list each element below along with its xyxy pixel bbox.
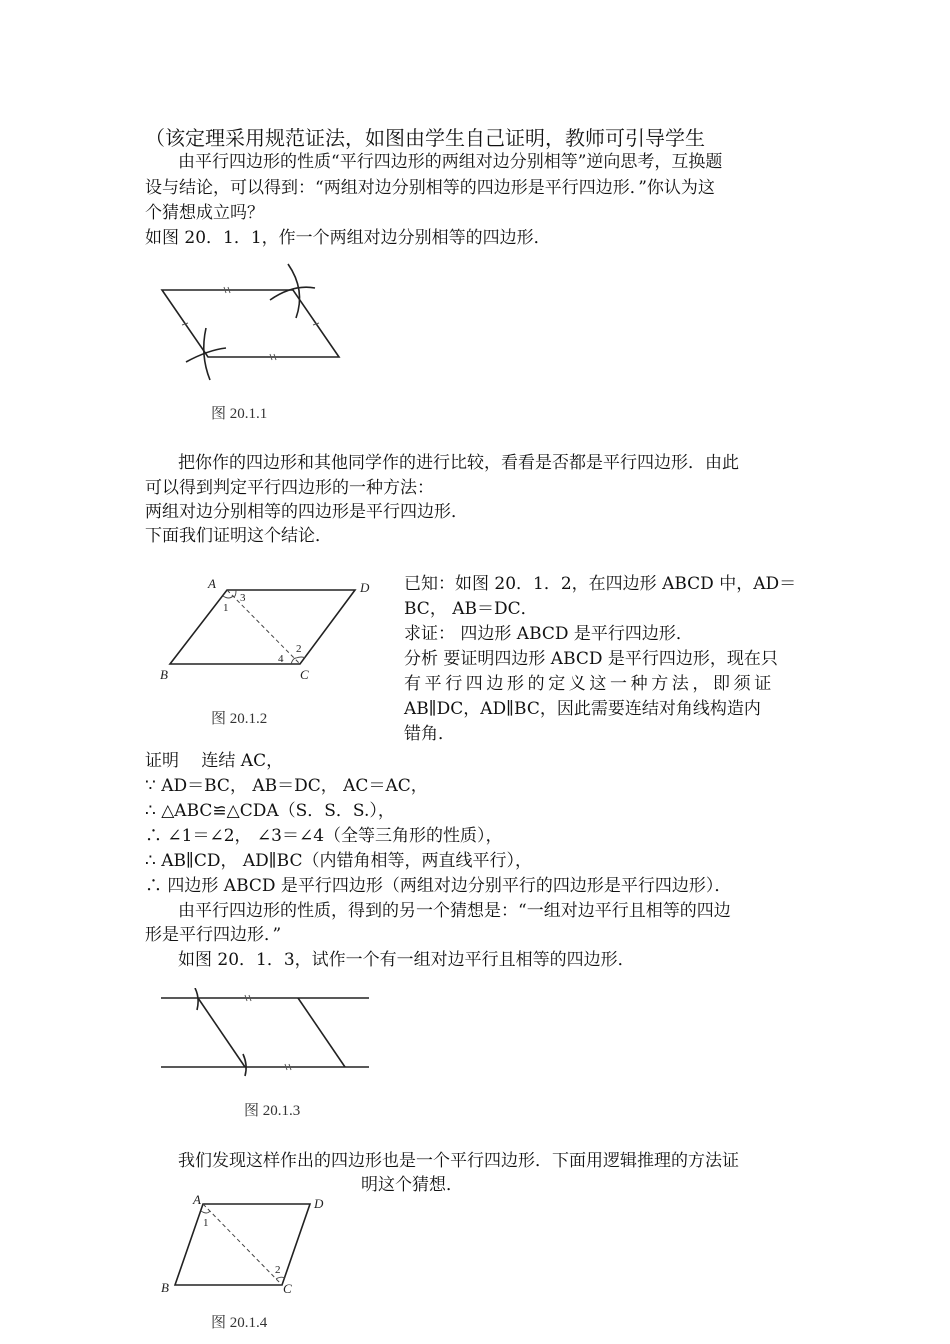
compare-line-1: 把你作的四边形和其他同学作的进行比较，看看是否都是平行四边形．由此 (178, 453, 739, 473)
angle-mark-4 (291, 658, 296, 664)
side-left (198, 998, 245, 1067)
compare-line-3: 两组对边分别相等的四边形是平行四边形． (145, 502, 468, 522)
guess-line-1: 由平行四边形的性质，得到的另一个猜想是：“一组对边平行且相等的四边 (178, 901, 731, 921)
quadrilateral (162, 290, 339, 357)
vertex-label-a: A (193, 1192, 201, 1207)
found-line-1: 我们发现这样作出的四边形也是一个平行四边形．下面用逻辑推理的方法证 (178, 1151, 739, 1171)
proof-line-1: 证明 连结 AC， (145, 751, 284, 771)
intro-line-3: 个猜想成立吗？ (145, 203, 264, 223)
analysis-line-3: AB∥DC，AD∥BC，因此需要连结对角线构造内 (404, 699, 761, 719)
angle-label-3: 3 (240, 592, 246, 604)
angle-mark-1 (201, 1211, 210, 1213)
analysis-line-2: 有平行四边形的定义这一种方法，即须证 (404, 674, 775, 694)
diagonal-ac (203, 1204, 282, 1285)
given-line-2: BC， AB＝DC． (404, 599, 538, 619)
vertex-label-a: A (208, 576, 216, 591)
angle-label-2: 2 (296, 643, 302, 655)
vertex-label-b: B (160, 667, 168, 682)
angle-label-4: 4 (278, 653, 284, 665)
figure-caption: 图 20.1.1 (211, 406, 268, 422)
vertex-label-c: C (300, 667, 309, 682)
parallelogram (170, 590, 355, 664)
prove-line: 求证： 四边形 ABCD 是平行四边形． (404, 624, 693, 644)
figure-20-1-2 (150, 570, 380, 685)
intro-line-1: 由平行四边形的性质“平行四边形的两组对边分别相等”逆向思考，互换题 (178, 152, 723, 172)
vertex-label-d: D (360, 580, 370, 595)
angle-label-1: 1 (203, 1217, 209, 1229)
compare-line-4: 下面我们证明这个结论． (145, 526, 332, 546)
figure-20-1-3 (155, 988, 375, 1078)
guess-line-3: 如图 20．1．3，试作一个有一组对边平行且相等的四边形． (178, 950, 635, 970)
proof-line-3: ∴ △ABC≌△CDA（S．S．S.）， (145, 801, 395, 821)
compare-line-2: 可以得到判定平行四边形的一种方法： (145, 478, 434, 498)
guess-line-2: 形是平行四边形．” (145, 925, 282, 945)
vertex-label-d: D (314, 1196, 324, 1211)
figure-20-1-4 (155, 1192, 335, 1302)
figure-caption: 图 20.1.3 (244, 1103, 301, 1119)
angle-mark-1 (223, 596, 233, 598)
intro-line-2: 设与结论，可以得到：“两组对边分别相等的四边形是平行四边形．”你认为这 (145, 178, 715, 198)
figure-caption: 图 20.1.4 (211, 1315, 268, 1331)
proof-line-2: ∵ AD＝BC， AB＝DC， AC＝AC， (145, 776, 428, 796)
figure-caption: 图 20.1.2 (211, 711, 268, 727)
figure-20-1-1 (150, 260, 360, 390)
given-line-1: 已知：如图 20．1．2，在四边形 ABCD 中，AD＝ (404, 574, 797, 594)
side-right (298, 998, 345, 1067)
section-heading: （该定理采用规范证法，如图由学生自己证明，教师可引导学生 (145, 126, 705, 150)
angle-label-2: 2 (275, 1264, 281, 1276)
angle-label-1: 1 (223, 602, 229, 614)
proof-line-4: ∴ ∠1＝∠2， ∠3＝∠4（全等三角形的性质）， (145, 826, 503, 846)
arc-top-cross (270, 287, 315, 300)
intro-line-4: 如图 20．1．1，作一个两组对边分别相等的四边形． (145, 228, 551, 248)
found-line-2: 明这个猜想． (361, 1175, 463, 1195)
angle-mark-3 (233, 590, 236, 596)
proof-line-6: ∴ 四边形 ABCD 是平行四边形（两组对边分别平行的四边形是平行四边形）． (145, 876, 732, 896)
vertex-label-b: B (161, 1280, 169, 1295)
given-block (404, 572, 806, 747)
analysis-line-4: 错角． (404, 724, 455, 744)
analysis-line-1: 分析 要证明四边形 ABCD 是平行四边形，现在只 (404, 649, 778, 669)
proof-line-5: ∴ AB∥CD， AD∥BC（内错角相等，两直线平行）， (145, 851, 532, 871)
vertex-label-c: C (283, 1281, 292, 1296)
diagonal-ac (227, 590, 300, 664)
arc-top (195, 988, 198, 1010)
